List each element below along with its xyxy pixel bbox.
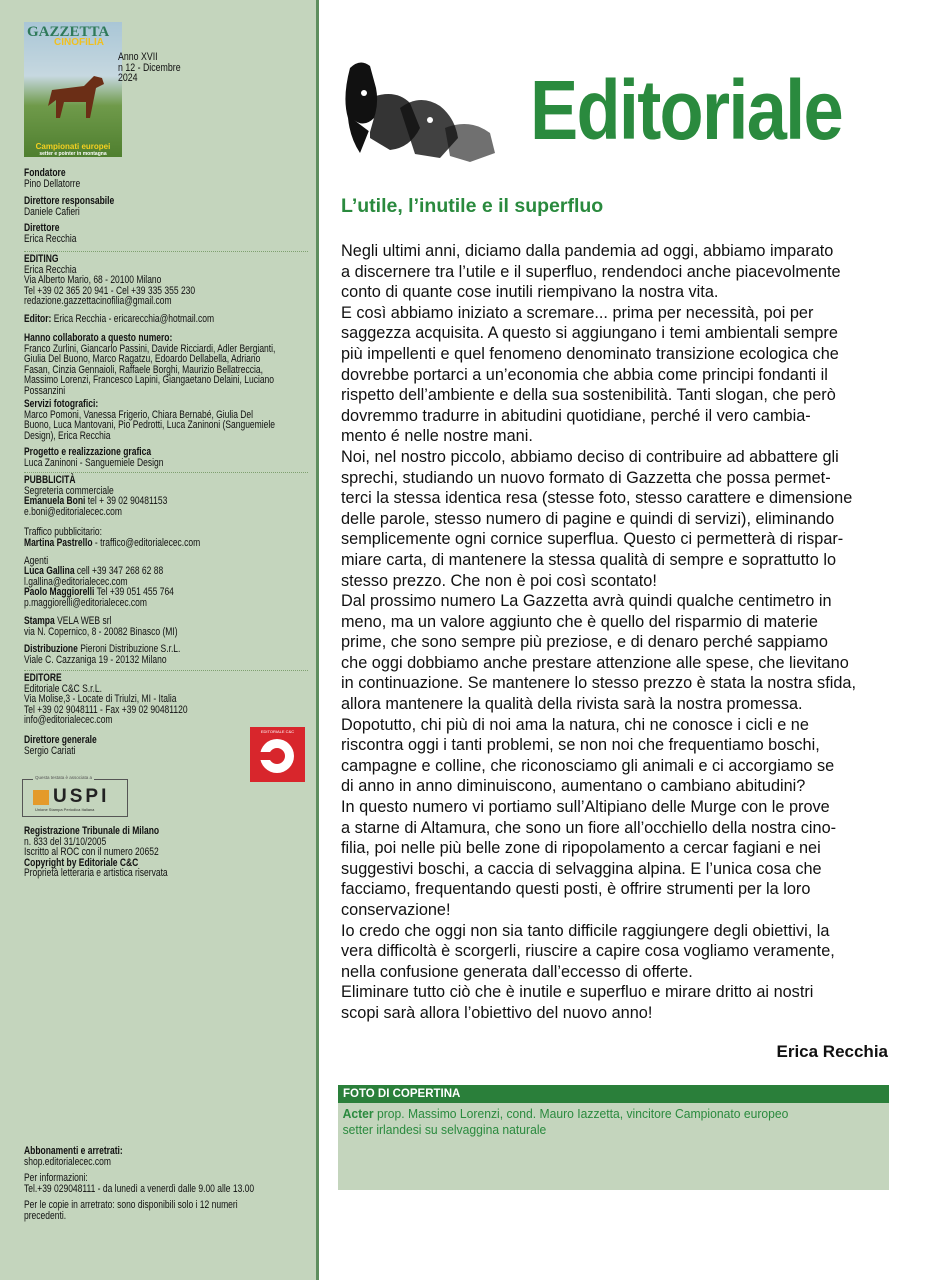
body-line: saggezza acquisita. A questo si aggiungano i temi ambientali sempre — [341, 324, 838, 343]
cover-masthead: GAZZETTA — [27, 24, 110, 40]
contributors-block: Hanno collaborato a questo numero: Franco Zurlini, Giancarlo Passini, Davide Ricciardi, Adler Bergianti, Giulia Del Buono, Marco Ragatzu, Edoardo Dellabella, Adriano Fasan, Cinzia Gennaioli, Raffaele Borghi, Maurizio Bellatreccia, Massimo Lorenzi, Francesco Lapini, Giangaetano Delaini, Luciano Possanzini — [24, 332, 276, 397]
maggiorelli-email-link[interactable]: p.maggiorelli@editorialecec.com — [24, 596, 148, 609]
traffic-email-link[interactable]: - traffico@editorialecec.com — [92, 536, 201, 549]
body-line: Negli ultimi anni, diciamo dalla pandemia ad oggi, abbiamo imparato — [341, 242, 834, 260]
body-line: scopi sarà allora l’obiettivo del nuovo anno! — [341, 1003, 653, 1022]
body-line: dovremmo tradurre in abitudini quotidiane, perché il vero cambia- — [341, 406, 811, 425]
body-line: conservazione! — [341, 901, 451, 919]
body-line: Eliminare tutto ciò che è inutile e superfluo e mirare dritto ai nostri — [341, 983, 814, 1002]
uspi-emblem-icon — [33, 790, 49, 805]
design-block: Progetto e realizzazione grafica Luca Zaninoni - Sanguemiele Design — [24, 446, 164, 469]
body-line: conto di quante cose inutili riempivano la nostra vita. — [341, 283, 719, 302]
body-line: a discernere tra l’utile e il superfluo, rendendoci anche piacevolmente — [341, 262, 841, 281]
subscriptions-block: Abbonamenti e arretrati: shop.editorialecec.com Per informazioni: Tel.+39 029048111 - da lunedì a venerdì dalle 9.00 alle 13.00 Per le copie in arretrato: sono disponibili solo i 12 numeri precedenti. — [24, 1146, 305, 1222]
article-title: L’utile, l’inutile e il superfluo — [341, 195, 604, 217]
director-block: Direttore Erica Recchia — [24, 222, 77, 245]
cover-headline: Campionati europei — [35, 142, 111, 151]
body-line: Dal prossimo numero La Gazzetta avrà quindi qualche centimetro in — [341, 592, 832, 611]
body-line: E così abbiamo iniziato a scremare... prima per necessità, poi per — [341, 303, 814, 322]
body-line: rispetto dell’ambiente e della sua sostenibilità. Tanti slogan, che però — [341, 386, 836, 405]
hunting-dogs-illustration-icon — [340, 58, 498, 166]
body-line: campagne e colline, che riconosciamo gli animali e ci accorgiamo se — [341, 756, 835, 775]
body-line: nella confusione generata dall’eccesso di offerte. — [341, 962, 693, 981]
responsible-director-block: Direttore responsabile Daniele Cafieri — [24, 195, 115, 218]
masthead-sidebar — [0, 0, 319, 1280]
cover-photo-caption-box — [338, 1085, 889, 1190]
cover-photo-caption: Acter prop. Massimo Lorenzi, cond. Mauro Iazzetta, vincitore Campionato europeo setter irlandesi su selvaggina naturale — [342, 1106, 789, 1137]
divider — [24, 251, 308, 252]
body-line: riscontra oggi i tanti problemi, se non noi che frequentiamo boschi, — [341, 736, 820, 755]
body-line: che oggi dobbiamo anche prestare attenzione alle spese, che lievitano — [341, 653, 849, 672]
body-line: Io credo che oggi non sia tanto difficile raggiungere degli obiettivi, la — [341, 921, 830, 940]
section-title: Editoriale — [530, 63, 842, 157]
photographers-block: Servizi fotografici: Marco Pomoni, Vanessa Frigerio, Chiara Bernabé, Giulia Del Buono, Luca Mantovani, Pio Pedrotti, Luca Zaninoni (Sanguemiele Design), Erica Recchia — [24, 398, 275, 442]
dog-photo-icon — [44, 72, 108, 122]
body-line: Noi, nel nostro piccolo, abbiamo deciso di contribuire ad abbattere gli — [341, 447, 839, 466]
publisher-block: EDITORE Editoriale C&C S.r.L. Via Molise,3 - Locate di Triulzi, MI - Italia Tel +39 02 9048111 - Fax +39 02 90481120 info@editorialecec.com — [24, 673, 305, 726]
editor-block: Editor: Erica Recchia - ericarecchia@hotmail.com — [24, 313, 215, 325]
gallina-email-link[interactable]: l.gallina@editorialecec.com — [24, 575, 128, 588]
body-line: Dopotutto, chi più di noi ama la natura, chi ne conosce i cicli e ne — [341, 715, 809, 734]
issue-info: Anno XVII n 12 - Dicembre 2024 — [118, 51, 181, 85]
article-signature: Erica Recchia — [776, 1042, 888, 1061]
body-line: vera difficoltà è scorgerli, riuscire a capire cosa vogliamo veramente, — [341, 942, 835, 961]
advertising-block: PUBBLICITÀ Segreteria commerciale Emanuela Boni tel + 39 02 90481153 e.boni@editorialecec.com Traffico pubblicitario: Martina Pastrello - traffico@editorialecec.com Agenti Luca Gallina cell +39 347 268 62 88 l.gallina@editorialecec.com Paolo Maggiorelli Tel +39 051 455 764 p.maggiorelli@editorialecec.com — [24, 475, 305, 609]
editing-block: EDITING Erica Recchia Via Alberto Mario, 68 - 20100 Milano Tel +39 02 365 20 941 - Cel +39 335 355 230 redazione.gazzettacinofilia@gmail.com — [24, 254, 305, 307]
editorial-article — [340, 0, 900, 1280]
cover-masthead-sub: CINOFILIA — [54, 37, 104, 48]
body-line: a starne di Altamura, che sono un fiore all’occhiello della nostra cino- — [341, 818, 837, 837]
uspi-logo: Questa testata è associata a USPI Unione Stampa Periodica Italiana — [22, 779, 128, 817]
body-line: sprechi, studiando un nuovo formato di Gazzetta che possa permet- — [341, 468, 831, 487]
body-line: prime, che sono sempre più preziose, e di denaro perché sappiamo — [341, 633, 828, 652]
body-line: filia, poi nelle più belle zone di ripopolamento a cercar fagiani e nei — [341, 839, 821, 858]
body-line: dovrebbe portarci a un’economia che abbia come principi fondanti il — [341, 365, 828, 384]
article-body — [341, 241, 856, 1024]
cover-subheadline: setter e pointer in montagna — [39, 151, 107, 157]
shop-link[interactable]: shop.editorialecec.com — [24, 1155, 111, 1168]
magazine-cover-thumbnail — [24, 22, 122, 157]
body-line: allora mantenere la qualità della rivista sarà la nostra promessa. — [341, 695, 803, 714]
print-block: Stampa VELA WEB srl via N. Copernico, 8 - 20082 Binasco (MI) — [24, 615, 178, 638]
general-director-block: Direttore generale Sergio Cariati — [24, 734, 97, 757]
body-line: suggestivi boschi, a caccia di selvaggina alpina. E l’unica cosa che — [341, 859, 822, 878]
body-line: meno, ma un valore aggiunto che è quello del risparmio di materie — [341, 612, 818, 631]
boni-email-link[interactable]: e.boni@editorialecec.com — [24, 505, 122, 518]
editoriale-cc-logo: EDITORIALE C&C — [250, 727, 305, 782]
body-line: stesso prezzo. Che non è poi così scontato! — [341, 571, 657, 590]
body-line: più impellenti e quel fenomeno denominato transizione ecologica che — [341, 344, 839, 363]
body-line: semplicemente ogni cornice superflua. Questo ci permetterà di rispar- — [341, 530, 844, 549]
body-line: In questo numero vi portiamo sull’Altipiano delle Murge con le prove — [341, 798, 830, 817]
divider — [24, 670, 308, 671]
body-line: facciamo, frequentando questi posti, è offrire strumenti per la loro — [341, 880, 811, 899]
founder-block: Fondatore Pino Dellatorre — [24, 167, 81, 190]
registration-block: Registrazione Tribunale di Milano n. 833 del 31/10/2005 Iscritto al ROC con il numero 20652 Copyright by Editoriale C&C Proprietà letteraria e artistica riservata — [24, 825, 168, 880]
body-line: in continuazione. Se mantenere lo stesso prezzo è stata la nostra sfida, — [341, 674, 856, 693]
body-line: mento é nelle nostre mani. — [341, 427, 533, 446]
publisher-email-link[interactable]: info@editorialecec.com — [24, 714, 113, 727]
divider — [24, 472, 308, 473]
cover-photo-header: FOTO DI COPERTINA — [338, 1085, 889, 1103]
body-line: miare carta, di mantenere la stessa qualità di sempre e soprattutto lo — [341, 550, 837, 569]
body-line: delle parole, stesso numero di pagine e quindi di servizi), eliminando — [341, 509, 835, 528]
distribution-block: Distribuzione Pieroni Distribuzione S.r.L. Viale C. Cazzaniga 19 - 20132 Milano — [24, 643, 181, 666]
body-line: di anno in anno diminuiscono, aumentano o cambiano abitudini? — [341, 777, 806, 796]
body-line: terci la stessa identica resa (stesse foto, stesso carattere e dimensione — [341, 489, 853, 508]
editing-email-link[interactable]: redazione.gazzettacinofilia@gmail.com — [24, 295, 172, 308]
